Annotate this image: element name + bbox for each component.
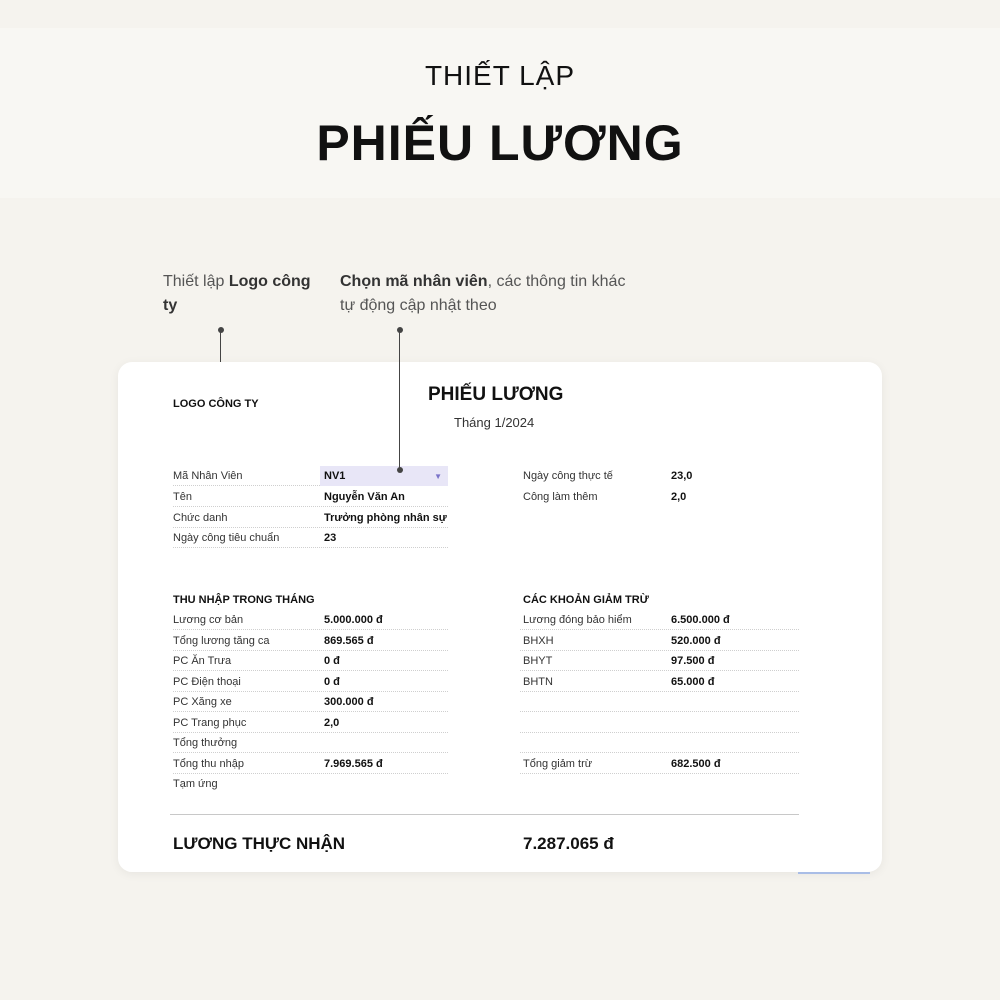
employee-row-label: Chức danh <box>173 511 228 524</box>
deduction-row-label: BHYT <box>523 654 553 667</box>
employee-id-value: NV1 <box>324 470 346 482</box>
leader-dot-employee-bottom <box>397 467 403 473</box>
callout-logo <box>163 270 313 318</box>
deduction-row-value: 97.500 đ <box>671 654 715 667</box>
income-row <box>173 651 448 671</box>
employee-row-value: 23 <box>324 531 337 544</box>
deduction-row-label: BHXH <box>523 634 554 647</box>
callout-employee <box>340 270 640 318</box>
attendance-row-label: Ngày công thực tế <box>523 470 613 482</box>
payslip-title: PHIẾU LƯƠNG <box>428 384 564 405</box>
accent-line <box>798 872 870 874</box>
hero-title: PHIẾU LƯƠNG <box>316 115 684 171</box>
deduction-row-value: 6.500.000 đ <box>671 613 730 626</box>
callout-employee-bold: Chọn mã nhân viên <box>340 273 488 290</box>
payslip-card <box>118 362 882 872</box>
income-row <box>173 672 448 692</box>
deduction-row <box>520 713 799 733</box>
income-row <box>173 610 448 630</box>
leader-dot-employee-top <box>397 327 403 333</box>
net-divider <box>170 814 799 815</box>
attendance-row-value: 23,0 <box>671 470 693 482</box>
income-row <box>173 713 448 733</box>
employee-row <box>173 528 448 548</box>
deduction-row <box>520 651 799 671</box>
deduction-row-label: Tổng giảm trừ <box>523 757 593 770</box>
attendance-row-label: Công làm thêm <box>523 491 598 503</box>
income-row-label: Lương cơ bản <box>173 613 244 626</box>
income-row-value: 7.969.565 đ <box>324 757 383 770</box>
employee-row-label: Ngày công tiêu chuẩn <box>173 531 280 544</box>
callout-logo-bold: Logo công ty <box>163 273 311 314</box>
deduction-row <box>520 610 799 630</box>
income-row <box>173 774 448 794</box>
deduction-row-label: Lương đóng bảo hiểm <box>523 613 632 626</box>
income-row <box>173 754 448 774</box>
income-row <box>173 692 448 712</box>
income-row-label: Tổng thưởng <box>173 736 238 749</box>
deduction-row <box>520 733 799 753</box>
income-row-label: PC Xăng xe <box>173 695 232 708</box>
attendance-row <box>520 466 799 486</box>
income-row-label: Tổng thu nhập <box>173 757 244 770</box>
company-logo[interactable]: LOGO CÔNG TY <box>173 398 259 410</box>
deduction-row-label: BHTN <box>523 675 553 688</box>
callout-employee-suffix: , các thông tin khác tự động cập nhật theo <box>340 273 626 314</box>
net-pay-label: LƯƠNG THỰC NHẬN <box>173 834 346 853</box>
income-row-label: PC Điện thoại <box>173 675 241 688</box>
leader-line-employee <box>399 330 400 470</box>
income-row-value: 869.565 đ <box>324 634 374 647</box>
net-pay-value: 7.287.065 đ <box>523 834 614 853</box>
employee-row-label: Tên <box>173 490 192 503</box>
deduction-row-value: 65.000 đ <box>671 675 715 688</box>
callout-logo-prefix: Thiết lập <box>163 273 229 290</box>
attendance-row <box>520 487 799 507</box>
deduction-row-value: 682.500 đ <box>671 757 721 770</box>
income-row-label: PC Trang phục <box>173 716 247 729</box>
deduction-row <box>520 672 799 692</box>
payslip-month: Tháng 1/2024 <box>454 415 535 430</box>
income-row-value: 0 đ <box>324 675 340 688</box>
income-row-value: 2,0 <box>324 716 340 729</box>
deductions-heading: CÁC KHOẢN GIẢM TRỪ <box>523 594 649 606</box>
leader-dot-logo-top <box>218 327 224 333</box>
employee-id-label: Mã Nhân Viên <box>173 469 243 482</box>
income-row-label: PC Ăn Trưa <box>173 654 232 667</box>
header-band <box>0 28 1000 198</box>
hero-subtitle: THIẾT LẬP <box>424 60 576 91</box>
deduction-row-value: 520.000 đ <box>671 634 721 647</box>
employee-row-value: Nguyễn Văn An <box>324 490 405 503</box>
income-heading: THU NHẬP TRONG THÁNG <box>173 594 315 606</box>
income-row-label: Tổng lương tăng ca <box>173 634 270 647</box>
employee-row <box>173 487 448 507</box>
income-row-value: 0 đ <box>324 654 340 667</box>
employee-row-value: Trưởng phòng nhân sự <box>324 511 447 524</box>
deduction-row <box>520 692 799 712</box>
income-row <box>173 733 448 753</box>
deduction-row <box>520 631 799 651</box>
attendance-row-value: 2,0 <box>671 491 687 503</box>
employee-row <box>173 508 448 528</box>
chevron-down-icon[interactable]: ▼ <box>434 471 442 481</box>
deduction-row <box>520 754 799 774</box>
income-row-label: Tạm ứng <box>173 778 218 790</box>
income-row-value: 300.000 đ <box>324 695 374 708</box>
income-row <box>173 631 448 651</box>
employee-id-select[interactable] <box>320 466 448 486</box>
income-row-value: 5.000.000 đ <box>324 613 383 626</box>
